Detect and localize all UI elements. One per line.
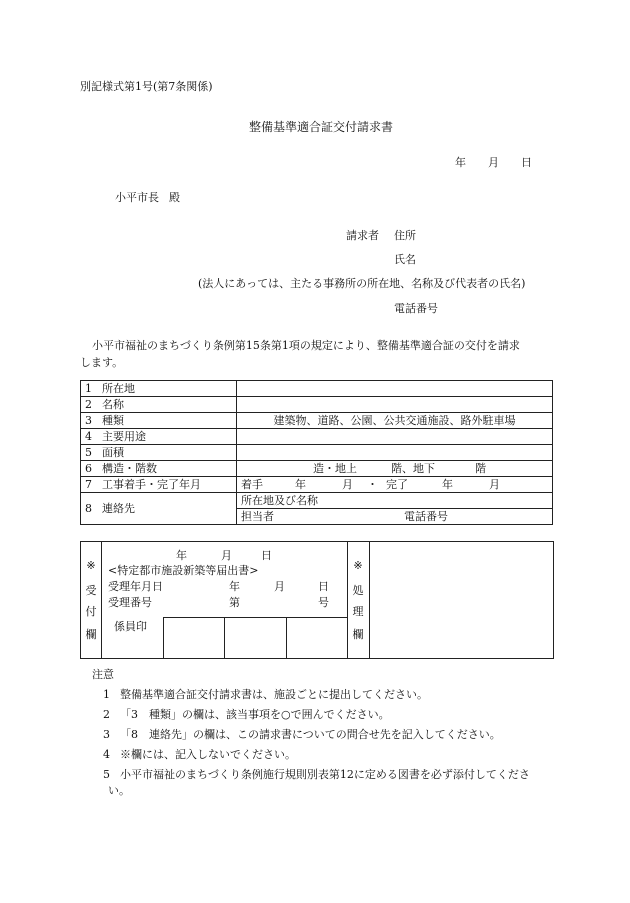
row-label: 8 連絡先 xyxy=(81,493,237,525)
area-field[interactable] xyxy=(237,445,553,461)
notes-heading: 注意 xyxy=(92,668,114,681)
reception-date-year: 年 xyxy=(176,549,187,562)
form-id: 別記様式第1号(第7条関係) xyxy=(80,80,213,93)
row-label: 3 種類 xyxy=(81,413,237,429)
reception-char: 欄 xyxy=(85,628,97,641)
reception-notice: <特定都市施設新築等届出書> xyxy=(108,564,259,577)
reception-char: 付 xyxy=(85,605,97,618)
facility-name-field[interactable] xyxy=(237,397,553,413)
received-date-label: 受理年月日 xyxy=(108,580,163,593)
row-area xyxy=(81,445,553,461)
staff-seal-box[interactable] xyxy=(225,618,286,657)
reception-char: 受 xyxy=(85,584,97,597)
requester-address: 住所 xyxy=(394,229,416,242)
staff-seal-label: 係員印 xyxy=(114,620,147,633)
requester-label: 請求者 xyxy=(346,229,379,242)
structure-field[interactable]: 造・地上 階、地下 階 xyxy=(237,461,553,477)
staff-seal-box[interactable] xyxy=(287,618,347,657)
date-month: 月 xyxy=(488,156,499,169)
intro-line2: します。 xyxy=(80,356,124,369)
contact-address-field[interactable]: 所在地及び名称 xyxy=(237,493,553,509)
date-day: 日 xyxy=(521,156,532,169)
note-item: 5 小平市福祉のまちづくり条例施行規則別表第12に定める図書を必ず添付してくださ xyxy=(103,768,530,781)
processing-char: 欄 xyxy=(352,628,364,641)
main-use-field[interactable] xyxy=(237,429,553,445)
note-item: 2 「3 種類」の欄は、該当事項を○で囲んでください。 xyxy=(103,708,390,721)
row-label: 4 主要用途 xyxy=(81,429,237,445)
received-month: 月 xyxy=(274,580,285,593)
row-label: 2 名称 xyxy=(81,397,237,413)
addressee-name: 小平市長 xyxy=(115,191,159,204)
row-label: 5 面積 xyxy=(81,445,237,461)
processing-field[interactable] xyxy=(370,542,553,658)
corp-note: (法人にあっては、主たる事務所の所在地、名称及び代表者の氏名) xyxy=(198,277,526,290)
processing-char: 処 xyxy=(352,584,364,597)
row-type xyxy=(81,413,553,429)
reception-date-month: 月 xyxy=(221,549,232,562)
row-main-use xyxy=(81,429,553,445)
row-location xyxy=(81,381,553,397)
contact-person-field[interactable]: 担当者 電話番号 xyxy=(237,509,553,525)
addressee-honorific: 殿 xyxy=(169,191,180,204)
note-item: 4 ※欄には、記入しないでください。 xyxy=(103,748,296,761)
received-no-dai: 第 xyxy=(229,596,240,609)
row-construction-period xyxy=(81,477,553,493)
row-label: 7 工事着手・完了年月 xyxy=(81,477,237,493)
note-item: 3 「8 連絡先」の欄は、この請求書についての問合せ先を記入してください。 xyxy=(103,728,501,741)
received-no-go: 号 xyxy=(318,596,329,609)
intro-line1: 小平市福祉のまちづくり条例第15条第1項の規定により、整備基準適合証の交付を請求 xyxy=(92,339,520,352)
date-year: 年 xyxy=(455,156,466,169)
row-facility-name xyxy=(81,397,553,413)
reception-mark: ※ xyxy=(86,559,96,572)
staff-seal-box[interactable] xyxy=(164,618,224,657)
construction-period-field[interactable]: 着手 年 月 ・ 完了 年 月 xyxy=(237,477,553,493)
reception-box xyxy=(80,541,554,659)
row-label: 6 構造・階数 xyxy=(81,461,237,477)
requester-name: 氏名 xyxy=(394,253,416,266)
row-contact-top xyxy=(81,493,553,509)
processing-mark: ※ xyxy=(353,559,363,572)
note-item-continuation: い。 xyxy=(108,784,130,797)
received-day: 日 xyxy=(318,580,329,593)
received-year: 年 xyxy=(229,580,240,593)
addressee xyxy=(115,191,180,205)
note-item: 1 整備基準適合証交付請求書は、施設ごとに提出してください。 xyxy=(103,688,428,701)
row-structure xyxy=(81,461,553,477)
location-field[interactable] xyxy=(237,381,553,397)
received-no-label: 受理番号 xyxy=(108,596,152,609)
processing-char: 理 xyxy=(352,605,364,618)
type-field[interactable]: 建築物、道路、公園、公共交通施設、路外駐車場 xyxy=(237,413,553,429)
requester-phone: 電話番号 xyxy=(394,302,438,315)
divider xyxy=(101,542,102,658)
page-title: 整備基準適合証交付請求書 xyxy=(249,120,394,134)
row-label: 1 所在地 xyxy=(81,381,237,397)
application-table xyxy=(80,380,553,525)
reception-date-day: 日 xyxy=(261,549,272,562)
